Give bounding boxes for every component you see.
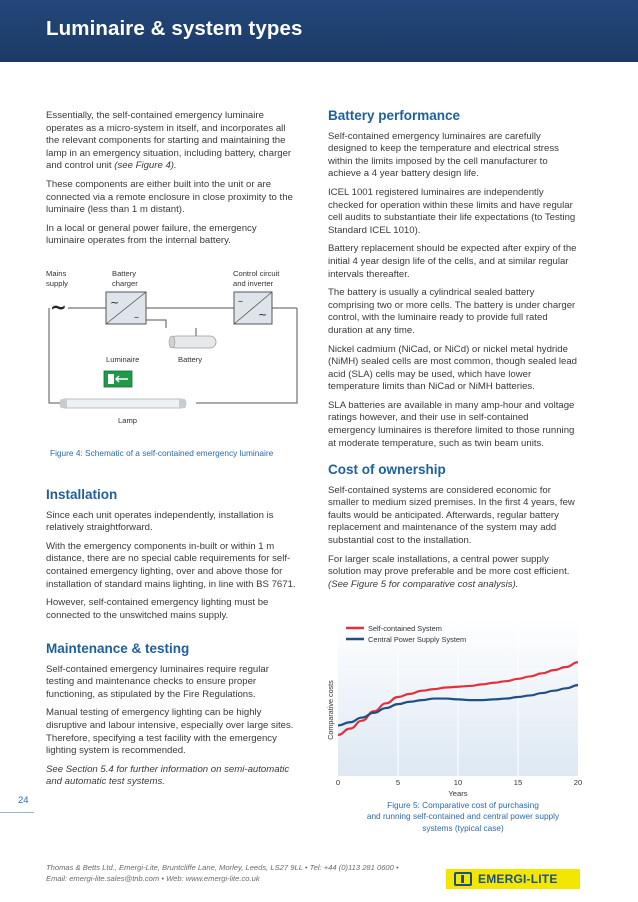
y-axis-label: Comparative costs — [326, 680, 335, 740]
battery-performance-heading: Battery performance — [328, 108, 461, 123]
page-title: Luminaire & system types — [46, 17, 303, 40]
svg-text:–: – — [134, 312, 139, 323]
legend-self-contained: Self-contained System — [368, 624, 442, 633]
footer-contact — [46, 863, 426, 885]
installation-heading: Installation — [46, 487, 118, 502]
label-battery: Battery — [178, 355, 203, 364]
battery-paragraph: Self-contained emergency luminaires are carefully designed to keep the temperature and electrical stress within the limits imposed by the cell manufacturer to achieve a 4 year battery design life. — [328, 130, 559, 180]
installation-paragraph: With the emergency components in-built or within 1 m distance, there are no special cable requirements for self-contained emergency lighting, over and above those for installation of standard mains lighting, in line with BS 7671. — [46, 540, 296, 590]
x-tick-label: 5 — [395, 778, 401, 787]
x-tick-label: 20 — [573, 778, 583, 787]
logo-text: EMERGI-LITE — [478, 872, 558, 886]
footer-address: Thomas & Betts Ltd., Emergi-Lite, Bruntcliffe Lane, Morley, Leeds, LS27 9LL • Tel: +44 (0)113 281 0600 • — [46, 863, 399, 872]
label-mains-supply-1: Mains — [46, 269, 67, 278]
lamp-tube-icon — [60, 399, 186, 408]
maintenance-paragraph: Self-contained emergency luminaires require regular testing and maintenance checks to ensure proper functioning, as stipulated by the Fire Regulations. — [46, 663, 269, 700]
figure-4-caption: Figure 4: Schematic of a self-contained emergency luminaire — [50, 448, 274, 458]
cost-of-ownership-heading: Cost of ownership — [328, 462, 446, 477]
x-tick-label: 0 — [335, 778, 341, 787]
luminaire-schematic — [46, 268, 302, 438]
label-battery-charger-1: Battery — [112, 269, 137, 278]
installation-paragraph: Since each unit operates independently, installation is relatively straightforward. — [46, 509, 274, 534]
battery-paragraph: ICEL 1001 registered luminaires are independently checked for operation within these limits and have regular cell audits to substantiate their life expectations (to Testing Standard ICEL 1010). — [328, 186, 576, 236]
exit-sign-icon — [104, 371, 132, 387]
figure-5-caption-line: systems (typical case) — [422, 822, 504, 833]
intro-text — [46, 110, 296, 254]
x-tick-label: 10 — [453, 778, 463, 787]
installation-section — [46, 489, 296, 628]
cost-paragraph: Self-contained systems are considered economic for smaller to medium sized premises. In the first 4 years, few faults would be anticipated. Afterwards, regular battery replacement and maintenance of the system may add substantial cost to the installation. — [328, 484, 575, 546]
label-luminaire: Luminaire — [106, 355, 140, 364]
battery-performance-section — [328, 110, 578, 456]
svg-text:~: ~ — [110, 296, 120, 309]
page-header — [0, 0, 638, 62]
x-axis-label: Years — [448, 789, 468, 798]
figure-5-caption-line: and running self-contained and central power supply — [366, 811, 560, 822]
maintenance-section — [46, 643, 296, 795]
battery-icon — [169, 336, 216, 348]
figure-5-caption — [338, 800, 588, 834]
cost-comparison-chart — [322, 614, 588, 802]
battery-paragraph: SLA batteries are available in many amp-hour and voltage ratings however, and their use in self-contained emergency luminaires is therefore limited to those running at moderate temperature, such as twin beam units. — [328, 399, 575, 449]
svg-text:~: ~ — [258, 308, 268, 321]
maintenance-note: See Section 5.4 for further information on semi-automatic and automatic test systems. — [46, 763, 290, 788]
label-control-circuit-1: Control circuit — [233, 269, 280, 278]
page-number-rule — [0, 812, 34, 813]
x-tick-label: 15 — [513, 778, 523, 787]
figure-5-caption-line: Figure 5: Comparative cost of purchasing — [387, 800, 539, 810]
label-lamp: Lamp — [118, 416, 137, 425]
maintenance-paragraph: Manual testing of emergency lighting can be highly disruptive and labour intensive, especially over large sites. Therefore, specifying a test facility with the emergency lighting system is recommended. — [46, 707, 294, 757]
maintenance-heading: Maintenance & testing — [46, 641, 190, 656]
intro-paragraph-1: Essentially, the self-contained emergency luminaire operates as a micro-system in itself, and incorporates all the relevant components for starting and maintaining the lamp in an emergency situation, including battery, charger and control unit (see Figure 4). — [46, 110, 292, 172]
label-mains-supply-2: supply — [46, 279, 68, 288]
inverter-box-icon — [234, 292, 272, 324]
intro-paragraph-3: In a local or general power failure, the emergency luminaire operates from the internal battery. — [46, 222, 257, 247]
cost-of-ownership-section — [328, 464, 578, 597]
label-control-circuit-2: and inverter — [233, 279, 274, 288]
intro-paragraph-2: These components are either built into the unit or are connected via a remote enclosure in close proximity to the luminaire (less than 1 m distant). — [46, 178, 293, 216]
emergi-lite-logo — [446, 869, 580, 889]
battery-paragraph: The battery is usually a cylindrical sealed battery comprising two or more cells. The battery is under charger control, with the luminaire ready to provide full rated duration at any time. — [328, 287, 576, 336]
installation-paragraph: However, self-contained emergency lighting must be connected to the unswitched mains supply. — [46, 597, 269, 621]
emergi-lite-mark-icon — [454, 872, 472, 886]
battery-paragraph: Nickel cadmium (NiCad, or NiCd) or nickel metal hydride (NiMH) sealed cells are most common, though sealed lead acid (SLA) cells may be used, which have lower temperature limits than NiCad or NiMH batteries. — [328, 343, 578, 393]
ac-symbol-icon: ~ — [50, 295, 67, 319]
label-battery-charger-2: charger — [112, 279, 138, 288]
svg-text:–: – — [238, 296, 243, 307]
battery-paragraph: Battery replacement should be expected after expiry of the initial 4 year design life of the cells, and at similar regular intervals thereafter. — [328, 243, 577, 280]
cost-paragraph: For larger scale installations, a central power supply solution may prove preferable and be more cost efficient. (See Figure 5 for comparative cost analysis). — [328, 553, 570, 590]
charger-box-icon — [106, 292, 146, 324]
footer-email-web: Email: emergi-lite.sales@tnb.com • Web: www.emergi-lite.co.uk — [46, 873, 260, 883]
legend-central-power: Central Power Supply System — [368, 635, 467, 644]
page-number: 24 — [18, 795, 29, 806]
